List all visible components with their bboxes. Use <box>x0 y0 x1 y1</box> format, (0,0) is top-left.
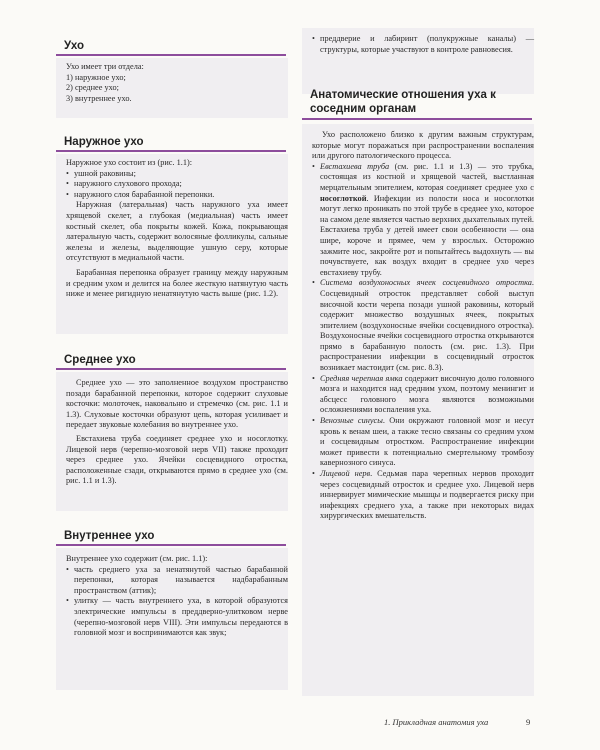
outer-ear-item-2: • наружного слухового прохода; <box>66 179 288 190</box>
relation-term: Венозные синусы <box>320 416 383 426</box>
middle-ear-para-2: Евстахиева труба соединяет среднее ухо и носоглотку. Лицевой нерв (черепно-мозговой нерв VII) также проходит через среднее ухо. Ячейки сосцевидного отростка, расположенные сзади, открываются прямо в среднее ухо (см. рис. 1.1 и 1.3). <box>66 433 288 486</box>
ear-line-4: 3) внутреннее ухо. <box>66 93 132 103</box>
inner-ear-list-continued <box>312 34 534 55</box>
ear-line-3: 2) среднее ухо; <box>66 83 119 93</box>
page-number: 9 <box>526 717 531 727</box>
outer-ear-item-3: • наружного слоя барабанной перепонки. <box>66 190 288 201</box>
inner-ear-list <box>66 565 288 639</box>
outer-ear-item-1: • ушной раковины; <box>66 169 288 180</box>
heading-ear: Ухо <box>56 38 286 56</box>
relation-venous-sinuses: • Венозные синусы. Они окружают головной мозг и несут кровь к венам шеи, а также тесно связаны со средним ухом и сосцевидным отростком. Распространение инфекции может привести к потенциально смертельному тромбозу кавернозного синуса. <box>312 416 534 469</box>
box-middle-ear <box>56 372 288 511</box>
relation-term: Евстахиева труба <box>320 161 390 171</box>
outer-ear-list <box>66 169 288 201</box>
ear-line-1: Ухо имеет три отдела: <box>66 62 144 71</box>
box-ear-parts <box>56 58 288 118</box>
heading-ear-relations: Анатомические отношения уха к соседним органам <box>302 88 532 120</box>
running-footer: 1. Прикладная анатомия уха <box>384 717 489 727</box>
relation-term: Средняя черепная ямка <box>320 373 403 383</box>
outer-ear-para-2: Барабанная перепонка образует границу между наружным и средним ухом и делится на более жесткую натянутую часть ниже и менее ригидную ненатянутую часть выше (рис. 1.2). <box>66 267 288 299</box>
box-outer-ear <box>56 154 288 334</box>
inner-ear-item-2: • улитку — часть внутреннего уха, в которой образуются электрические импульсы в преддверно-улитковом нерве (черепно-мозговой нерв VIII). Эти импульсы передаются в головной мозг и воспринимаются как звук; <box>66 596 288 638</box>
ear-line-2: 1) наружное ухо; <box>66 72 126 82</box>
middle-ear-para-1: Среднее ухо — это заполненное воздухом пространство позади барабанной перепонки, которое содержит слуховые косточки: молоточек, наковальню и стремечко (см. рис. 1.1 и 1.3). Слуховые косточки образуют цепь, которая усиливает и передает звуковые колебания во внутреннее ухо. <box>66 378 288 430</box>
inner-ear-item-1: • часть среднего уха за ненатянутой частью барабанной перепонки, которая называется надбарабанным пространством (аттик); <box>66 565 288 597</box>
heading-inner-ear: Внутреннее ухо <box>56 528 286 546</box>
box-inner-ear-continued <box>302 28 534 94</box>
heading-middle-ear: Среднее ухо <box>56 352 286 370</box>
box-inner-ear <box>56 548 288 690</box>
relation-facial-nerve: • Лицевой нерв. Седьмая пара черепных нервов проходит через сосцевидный отросток и среднее ухо. Лицевой нерв иннервирует мимические мышцы и подвергается риску при инфекциях среднего уха, а также при некоторых видах хирургических вмешательств. <box>312 469 534 522</box>
relations-intro: Ухо расположено близко к другим важным структурам, которые могут поражаться при распространении воспаления или другого патологического процесса. <box>312 130 534 161</box>
relations-list <box>312 162 534 522</box>
relation-mastoid-cells: • Система воздухоносных ячеек сосцевидного отростка. Сосцевидный отросток представляет собой выступ височной кости черепа позади ушной раковины, который содержит множество воздушных ячеек, покрытых эпителием (воздухоносные ячейки сосцевидного отростка). Воздухоносные ячейки сосцевидного отростка открываются прямо в барабанную полость (см. рис. 1.3). При распространении инфекции в сосцевидный отросток возникает мастоидит (см. рис. 8.3). <box>312 278 534 373</box>
inner-ear-intro: Внутреннее ухо содержит (см. рис. 1.1): <box>66 554 208 563</box>
relation-term: Лицевой нерв <box>320 469 371 478</box>
relation-term: Система воздухоносных ячеек сосцевидного отростка <box>320 278 532 288</box>
box-ear-relations <box>302 124 534 696</box>
outer-ear-intro: Наружное ухо состоит из (рис. 1.1): <box>66 158 193 167</box>
outer-ear-para-1: Наружная (латеральная) часть наружного уха имеет хрящевой скелет, а глубокая (медиальная) часть имеет костный скелет, оба покрыты кожей. Кожа, покрывающая латеральную часть, содержит волосяные фолликулы, сальные железы и железы, выделяющие ушную серу, которые отсутствуют в медиальной части. <box>66 200 288 263</box>
heading-outer-ear: Наружное ухо <box>56 134 286 152</box>
relation-middle-cranial-fossa: • Средняя черепная ямка содержит височную долю головного мозга и находится над средним ухом, поэтому менингит и абсцесс головного мозга являются возможными осложнениями воспаления уха. <box>312 374 534 416</box>
inner-ear-item-3: • преддверие и лабиринт (полукружные каналы) — структуры, которые участвуют в контроле равновесия. <box>312 34 534 55</box>
relation-eustachian-tube: • Евстахиева труба (см. рис. 1.1 и 1.3) — это трубка, состоящая из костной и хрящевой частей, выстланная мерцательным эпителием, которая соединяет среднее ухо с носоглоткой. Инфекции из полости носа и носоглотки могут легко проникать по этой трубе в среднее ухо, которое на самом деле является частью верхних дыхательных путей. Евстахиева труба у детей имеет свои особенности — она шире, короче и прямее, чем у взрослых. Осторожно зажмите нос, закройте рот и попытайтесь выдохнуть — вы почувствуете, как воздух входит в среднее ухо через евстахиеву трубу. <box>312 162 534 279</box>
